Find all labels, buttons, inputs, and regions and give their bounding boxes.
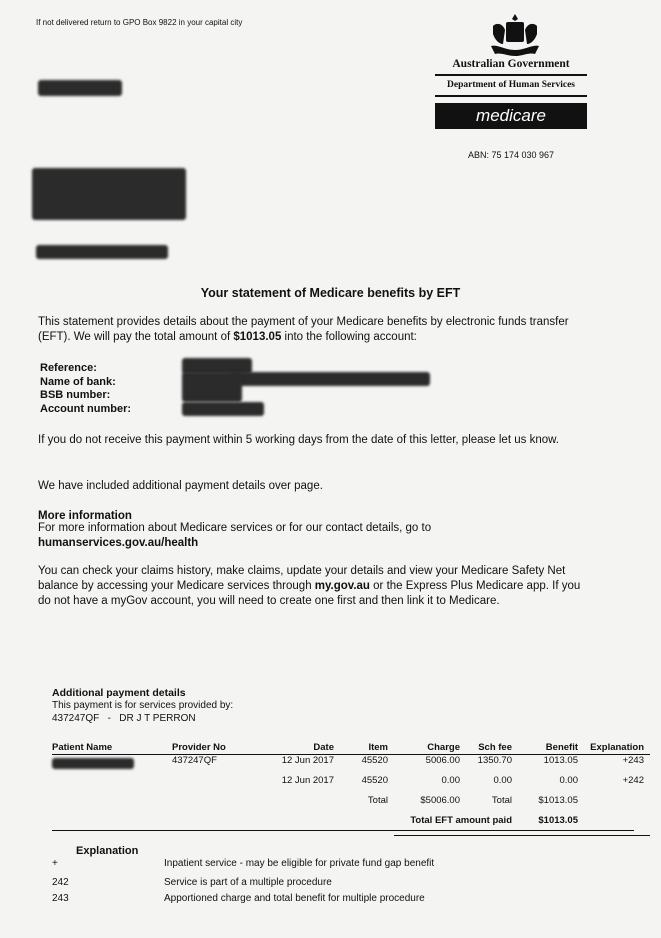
col-item: Item [340, 740, 394, 755]
online-text: You can check your claims history, make claims, update your details and view your Medicare Safety Net balance by accessing your Medicare services through [38, 565, 566, 592]
benefit-cell: 1013.05 [543, 755, 578, 766]
charge-cell: 0.00 [441, 775, 460, 786]
additional-notice: We have included additional payment details over page. [38, 480, 323, 492]
bank-label: Name of bank: [40, 375, 116, 388]
reference-label: Reference: [40, 362, 97, 374]
additional-heading: Additional payment details [52, 687, 186, 699]
eft-total-label: Total EFT amount paid [394, 815, 518, 836]
divider [435, 74, 587, 76]
explanation-code: 242 [52, 877, 69, 888]
col-explanation: Explanation [584, 740, 650, 755]
payment-notice: If you do not receive this payment within 5 working days from the date of this letter, please let us know. [38, 434, 559, 446]
divider [52, 830, 634, 831]
patient-name-cell [52, 755, 172, 776]
total-row [52, 795, 650, 815]
eft-total-row [52, 815, 650, 836]
redacted-account [182, 402, 264, 416]
additional-sub: This payment is for services provided by: [52, 700, 234, 711]
page-title: Your statement of Medicare benefits by EFT [200, 286, 461, 300]
intro-text-end: into the following account: [281, 331, 417, 343]
col-charge: Charge [394, 740, 466, 755]
col-date: Date [262, 740, 340, 755]
date-cell: 12 Jun 2017 [281, 755, 334, 766]
date-cell: 12 Jun 2017 [281, 775, 334, 786]
account-label: Account number: [40, 402, 132, 415]
more-info-text: For more information about Medicare services or for our contact details, go to [38, 522, 432, 534]
redacted-patient-name [52, 758, 134, 769]
return-address: If not delivered return to GPO Box 9822 in your capital city [36, 18, 243, 27]
redacted-recipient-name [38, 80, 122, 96]
bsb-label: BSB number: [40, 389, 111, 401]
col-sch-fee: Sch fee [466, 740, 518, 755]
explanation-text: Apportioned charge and total benefit for multiple procedure [164, 893, 425, 904]
eft-total-amount: $1013.05 [518, 815, 584, 836]
intro-paragraph [38, 315, 598, 345]
redacted-bsb [182, 372, 242, 402]
government-wordmark: Australian Government [452, 58, 570, 70]
col-benefit: Benefit [518, 740, 584, 755]
explanation-code: + [52, 858, 58, 869]
table-row [52, 755, 650, 776]
total-label-2: Total [491, 795, 512, 806]
online-text-end: or the Express Plus Medicare app. If you do not have a myGov account, you will need to create one first and then link it to Medicare. [38, 580, 581, 607]
divider [435, 95, 587, 97]
redacted-recipient-city [36, 245, 168, 259]
humanservices-link[interactable]: humanservices.gov.au/health [38, 537, 199, 549]
explanation-heading: Explanation [76, 845, 139, 857]
item-cell: 45520 [361, 775, 388, 786]
sch-fee-cell: 0.00 [493, 775, 512, 786]
coat-of-arms-icon [485, 12, 545, 60]
table-row [52, 775, 650, 795]
charge-cell: 5006.00 [425, 755, 460, 766]
more-info-heading: More information [38, 510, 132, 522]
col-patient-name: Patient Name [52, 740, 172, 755]
col-provider-no: Provider No [172, 740, 262, 755]
benefit-cell: 0.00 [559, 775, 578, 786]
explanation-text: Service is part of a multiple procedure [164, 877, 332, 888]
mygov-link[interactable]: my.gov.au [314, 580, 370, 592]
redacted-bank [230, 372, 430, 386]
medicare-logo: medicare [435, 103, 587, 129]
provider-cell: 437247QF [172, 755, 217, 766]
account-fields [40, 362, 131, 416]
patient-name-cell [52, 775, 172, 795]
total-benefit: $1013.05 [538, 795, 578, 806]
provider-cell [172, 775, 262, 795]
redacted-recipient-address [32, 168, 186, 220]
explanation-cell: +243 [622, 755, 644, 766]
intro-text: This statement provides details about the payment of your Medicare benefits by electronic funds transfer (EFT). We will pay the total amount of [38, 316, 569, 343]
total-label: Total [367, 795, 388, 806]
total-amount: $1013.05 [233, 331, 282, 343]
explanation-cell: +242 [622, 775, 644, 786]
sch-fee-cell: 1350.70 [477, 755, 512, 766]
table-header-row [52, 740, 650, 755]
total-charge: $5006.00 [420, 795, 460, 806]
explanation-text: Inpatient service - may be eligible for private fund gap benefit [164, 858, 435, 869]
department-name: Department of Human Services [447, 80, 575, 90]
online-services-paragraph [38, 564, 594, 609]
provider-line: 437247QF - DR J T PERRON [52, 713, 196, 724]
abn: ABN: 75 174 030 967 [467, 150, 555, 160]
payment-table [52, 740, 650, 836]
item-cell: 45520 [361, 755, 388, 766]
explanation-code: 243 [52, 893, 69, 904]
